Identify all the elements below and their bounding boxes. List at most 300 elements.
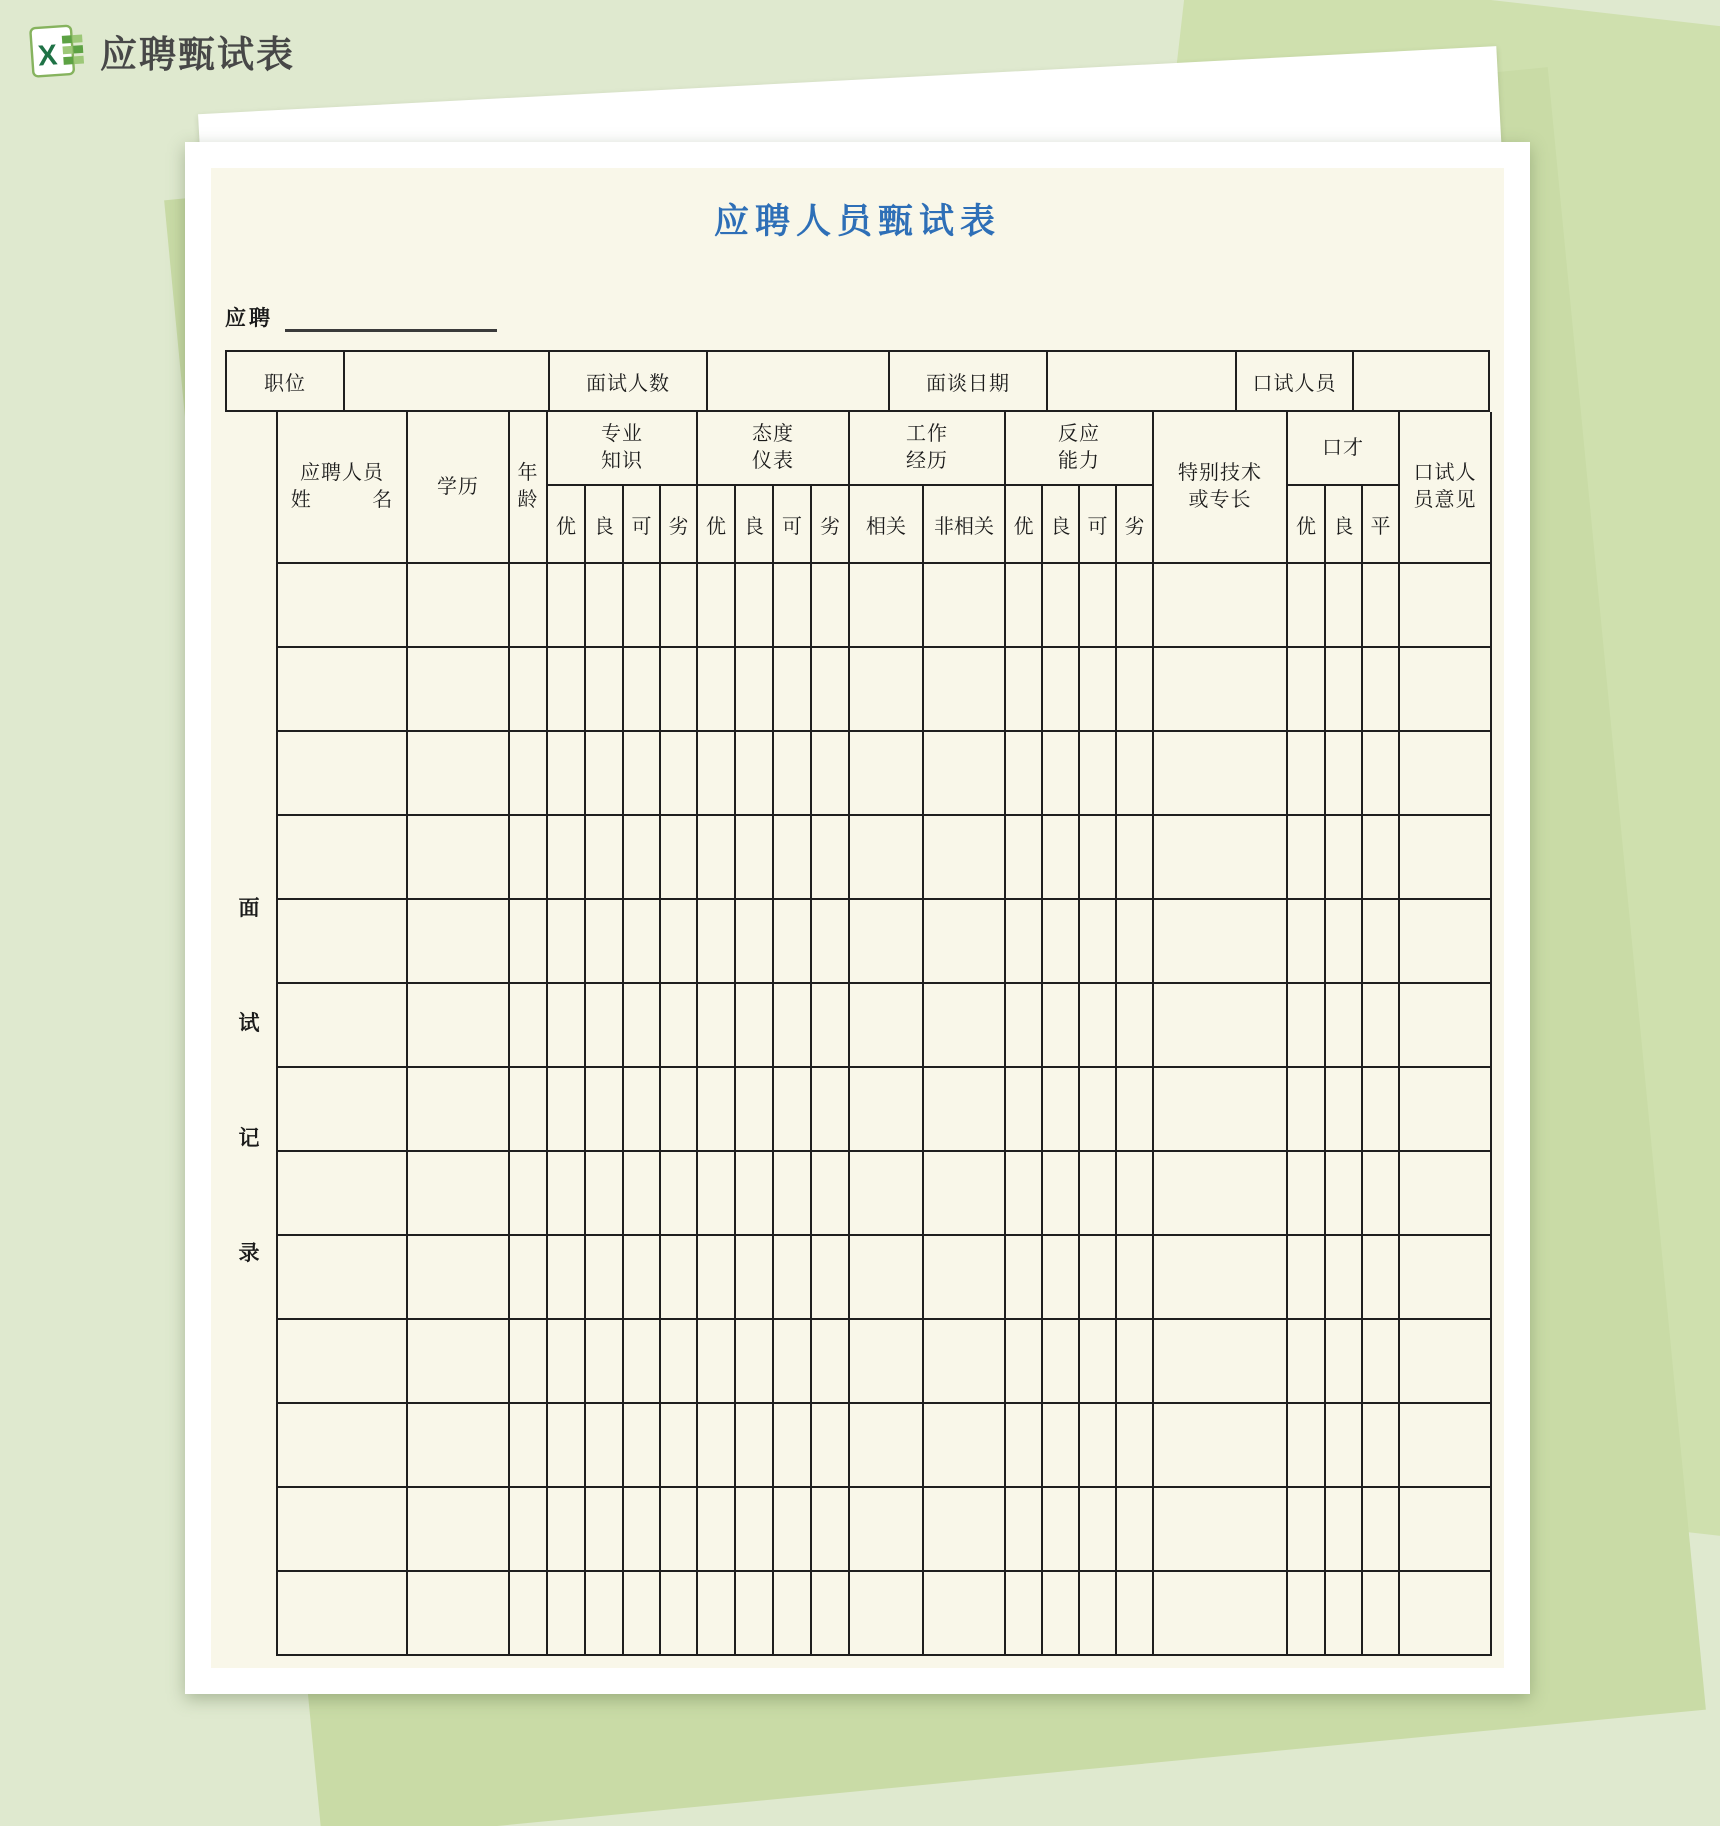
table-cell xyxy=(736,1488,774,1572)
table-cell xyxy=(924,1236,1006,1320)
table-cell xyxy=(698,1572,736,1656)
table-cell xyxy=(586,1236,624,1320)
table-cell xyxy=(812,900,850,984)
table-cell xyxy=(278,1068,408,1152)
table-cell xyxy=(278,1320,408,1404)
table-cell xyxy=(1154,1572,1288,1656)
table-cell xyxy=(1117,1488,1154,1572)
table-cell xyxy=(774,1320,812,1404)
table-cell xyxy=(850,1488,924,1572)
table-cell xyxy=(1363,564,1400,648)
table-cell xyxy=(1400,1236,1492,1320)
table-cell xyxy=(278,1488,408,1572)
table-cell xyxy=(1400,816,1492,900)
table-cell xyxy=(586,1488,624,1572)
header-sub-cell: 劣 xyxy=(661,486,698,564)
table-cell xyxy=(774,1488,812,1572)
table-cell xyxy=(850,1572,924,1656)
table-cell xyxy=(1326,648,1363,732)
header-sub-cell: 优 xyxy=(548,486,586,564)
table-cell xyxy=(1326,564,1363,648)
table-cell xyxy=(510,1320,548,1404)
table-cell xyxy=(924,984,1006,1068)
table-cell xyxy=(661,732,698,816)
table-cell xyxy=(812,648,850,732)
table-cell xyxy=(278,1152,408,1236)
table-cell xyxy=(1400,648,1492,732)
svg-text:X: X xyxy=(36,39,59,73)
table-cell xyxy=(1288,648,1326,732)
table-cell xyxy=(1326,1488,1363,1572)
header-sub-cell: 平 xyxy=(1363,486,1400,564)
table-cell xyxy=(698,1236,736,1320)
table-cell xyxy=(661,1152,698,1236)
table-cell xyxy=(1080,816,1117,900)
table-cell xyxy=(1080,1236,1117,1320)
table-cell xyxy=(548,1320,586,1404)
table-cell xyxy=(1363,1068,1400,1152)
table-cell xyxy=(548,1488,586,1572)
table-cell xyxy=(1363,732,1400,816)
table-cell xyxy=(278,900,408,984)
table-cell xyxy=(278,732,408,816)
table-cell xyxy=(1326,984,1363,1068)
table-cell xyxy=(1363,1404,1400,1488)
table-cell xyxy=(698,732,736,816)
table-cell xyxy=(924,564,1006,648)
form-paper xyxy=(211,168,1504,1668)
table-cell xyxy=(924,648,1006,732)
table-cell xyxy=(408,1068,510,1152)
info-value-cell xyxy=(1048,352,1237,410)
table-cell xyxy=(850,1320,924,1404)
table-cell xyxy=(624,1320,661,1404)
table-cell xyxy=(624,1404,661,1488)
table-cell xyxy=(1363,900,1400,984)
table-cell xyxy=(1154,816,1288,900)
info-row xyxy=(225,350,1490,412)
table-cell xyxy=(1400,564,1492,648)
table-cell xyxy=(736,1572,774,1656)
header-examiner-opinion-line2: 员意见 xyxy=(1413,489,1477,511)
table-cell xyxy=(661,1236,698,1320)
table-cell xyxy=(1154,732,1288,816)
table-cell xyxy=(1363,1236,1400,1320)
table-cell xyxy=(1006,1488,1043,1572)
header-eloquence: 口才 xyxy=(1288,412,1400,486)
table-cell xyxy=(698,1488,736,1572)
table-cell xyxy=(1043,816,1080,900)
table-cell xyxy=(812,564,850,648)
table-cell xyxy=(1043,1488,1080,1572)
table-cell xyxy=(1400,1404,1492,1488)
table-cell xyxy=(1363,1488,1400,1572)
table-cell xyxy=(408,564,510,648)
table-cell xyxy=(1006,1572,1043,1656)
header-special-skill-line2: 或专长 xyxy=(1188,489,1252,511)
table-cell xyxy=(850,900,924,984)
table-cell xyxy=(1080,1404,1117,1488)
table-cell xyxy=(1043,1320,1080,1404)
table-cell xyxy=(408,1320,510,1404)
table-cell xyxy=(1080,648,1117,732)
table-cell xyxy=(408,1572,510,1656)
table-cell xyxy=(698,648,736,732)
table-cell xyxy=(548,1152,586,1236)
table-cell xyxy=(1043,1572,1080,1656)
table-cell xyxy=(736,648,774,732)
table-cell xyxy=(1326,816,1363,900)
table-cell xyxy=(1117,1572,1154,1656)
header-age-char2: 龄 xyxy=(517,489,539,511)
header-group-cell: 专业 知识 xyxy=(548,412,698,486)
table-cell xyxy=(1154,1236,1288,1320)
table-cell xyxy=(774,732,812,816)
table-cell xyxy=(586,1152,624,1236)
table-cell xyxy=(1363,648,1400,732)
table-cell xyxy=(736,732,774,816)
header-sub-cell: 可 xyxy=(1080,486,1117,564)
table-cell xyxy=(698,984,736,1068)
table-cell xyxy=(510,984,548,1068)
table-cell xyxy=(1326,1068,1363,1152)
table-cell xyxy=(624,1236,661,1320)
header-education xyxy=(408,412,510,564)
table-cell xyxy=(1043,900,1080,984)
header-education-label: 学历 xyxy=(437,475,479,498)
header-age xyxy=(510,412,548,564)
table-cell xyxy=(1043,1152,1080,1236)
table-cell xyxy=(548,816,586,900)
table-cell xyxy=(1117,732,1154,816)
table-cell xyxy=(1080,1320,1117,1404)
table-cell xyxy=(510,816,548,900)
header-sub-cell: 良 xyxy=(1043,486,1080,564)
header-xing: 姓 xyxy=(290,489,312,511)
table-cell xyxy=(1363,984,1400,1068)
table-cell xyxy=(1117,816,1154,900)
vertical-label-char: 录 xyxy=(238,1242,260,1265)
table-cell xyxy=(661,1572,698,1656)
table-cell xyxy=(408,732,510,816)
table-cell xyxy=(812,984,850,1068)
table-cell xyxy=(1400,732,1492,816)
table-cell xyxy=(850,564,924,648)
table-cell xyxy=(1154,1488,1288,1572)
table-cell xyxy=(1363,1320,1400,1404)
apply-line xyxy=(225,302,497,332)
table-cell xyxy=(1288,1320,1326,1404)
table-cell xyxy=(548,1572,586,1656)
table-cell xyxy=(1288,1152,1326,1236)
table-cell xyxy=(624,1068,661,1152)
table-cell xyxy=(698,1320,736,1404)
table-cell xyxy=(510,732,548,816)
table-cell xyxy=(408,1152,510,1236)
vertical-label-char: 记 xyxy=(238,1127,260,1150)
table-cell xyxy=(661,1488,698,1572)
table-cell xyxy=(924,1152,1006,1236)
table-cell xyxy=(661,1320,698,1404)
info-label-cell: 面谈日期 xyxy=(890,352,1048,410)
table-cell xyxy=(1006,816,1043,900)
table-cell xyxy=(698,1152,736,1236)
table-cell xyxy=(1288,564,1326,648)
table-cell xyxy=(1043,648,1080,732)
excel-file-icon xyxy=(28,22,86,80)
table-cell xyxy=(278,816,408,900)
table-cell xyxy=(1043,564,1080,648)
table-cell xyxy=(661,984,698,1068)
table-cell xyxy=(924,1488,1006,1572)
table-cell xyxy=(812,1404,850,1488)
main-table xyxy=(276,412,1492,1656)
table-cell xyxy=(586,1572,624,1656)
table-cell xyxy=(1400,1068,1492,1152)
table-cell xyxy=(1043,984,1080,1068)
table-cell xyxy=(1006,648,1043,732)
table-cell xyxy=(736,1068,774,1152)
table-cell xyxy=(1080,1488,1117,1572)
header-sub-cell: 良 xyxy=(736,486,774,564)
table-cell xyxy=(1006,732,1043,816)
table-cell xyxy=(624,564,661,648)
table-cell xyxy=(1400,1152,1492,1236)
table-cell xyxy=(1400,900,1492,984)
table-cell xyxy=(661,564,698,648)
table-cell xyxy=(850,1152,924,1236)
table-cell xyxy=(924,816,1006,900)
table-cell xyxy=(1288,1572,1326,1656)
table-cell xyxy=(1117,1404,1154,1488)
table-cell xyxy=(812,1236,850,1320)
table-cell xyxy=(774,1152,812,1236)
table-cell xyxy=(1006,900,1043,984)
table-cell xyxy=(586,900,624,984)
table-cell xyxy=(736,1236,774,1320)
table-cell xyxy=(1154,564,1288,648)
table-cell xyxy=(850,816,924,900)
table-cell xyxy=(1080,732,1117,816)
table-cell xyxy=(510,1152,548,1236)
header-sub-cell: 优 xyxy=(1006,486,1043,564)
table-cell xyxy=(510,648,548,732)
table-cell xyxy=(850,1068,924,1152)
header-examiner-opinion-line1: 口试人 xyxy=(1413,462,1477,484)
table-cell xyxy=(1326,1152,1363,1236)
table-cell xyxy=(510,1488,548,1572)
table-cell xyxy=(1363,1572,1400,1656)
table-cell xyxy=(548,1236,586,1320)
table-cell xyxy=(1326,732,1363,816)
table-cell xyxy=(586,1404,624,1488)
table-cell xyxy=(661,1404,698,1488)
table-cell xyxy=(1326,1320,1363,1404)
table-cell xyxy=(698,1068,736,1152)
table-cell xyxy=(812,1068,850,1152)
table-cell xyxy=(624,816,661,900)
table-cell xyxy=(1288,984,1326,1068)
header-applicant-name xyxy=(278,412,408,564)
table-cell xyxy=(548,900,586,984)
apply-label: 应聘 xyxy=(225,307,273,330)
info-value-cell xyxy=(1354,352,1488,410)
table-cell xyxy=(1400,1572,1492,1656)
table-cell xyxy=(1080,900,1117,984)
table-cell xyxy=(408,1488,510,1572)
table-cell xyxy=(661,648,698,732)
table-cell xyxy=(924,1320,1006,1404)
info-value-cell xyxy=(708,352,890,410)
header-applicant-name-line1: 应聘人员 xyxy=(300,462,384,484)
table-cell xyxy=(1288,1236,1326,1320)
info-label-cell: 职位 xyxy=(227,352,345,410)
header-sub-cell: 可 xyxy=(774,486,812,564)
table-cell xyxy=(1080,564,1117,648)
header-sub-cell: 优 xyxy=(698,486,736,564)
table-cell xyxy=(1326,1404,1363,1488)
table-cell xyxy=(510,1068,548,1152)
table-cell xyxy=(924,1068,1006,1152)
table-cell xyxy=(1043,732,1080,816)
header-applicant-name-line2 xyxy=(291,487,393,514)
table-cell xyxy=(1400,1488,1492,1572)
header-ming: 名 xyxy=(372,489,394,511)
table-cell xyxy=(661,1068,698,1152)
table-cell xyxy=(774,900,812,984)
table-cell xyxy=(510,900,548,984)
table-cell xyxy=(1400,1320,1492,1404)
table-cell xyxy=(812,816,850,900)
table-cell xyxy=(1154,1404,1288,1488)
table-cell xyxy=(850,1404,924,1488)
table-cell xyxy=(278,984,408,1068)
header-special-skill xyxy=(1154,412,1288,564)
table-cell xyxy=(924,1572,1006,1656)
table-cell xyxy=(1080,1152,1117,1236)
table-cell xyxy=(586,564,624,648)
table-cell xyxy=(1117,1236,1154,1320)
table-cell xyxy=(586,1068,624,1152)
table-cell xyxy=(278,648,408,732)
table-cell xyxy=(736,816,774,900)
table-cell xyxy=(812,1320,850,1404)
table-cell xyxy=(548,564,586,648)
table-cell xyxy=(548,648,586,732)
table-cell xyxy=(812,1488,850,1572)
info-value-cell xyxy=(345,352,550,410)
header-sub-cell: 优 xyxy=(1288,486,1326,564)
table-cell xyxy=(510,564,548,648)
table-cell xyxy=(698,816,736,900)
page-header xyxy=(28,22,295,80)
header-sub-cell: 非相关 xyxy=(924,486,1006,564)
table-cell xyxy=(408,1236,510,1320)
table-cell xyxy=(624,732,661,816)
table-cell xyxy=(1117,900,1154,984)
table-cell xyxy=(408,1404,510,1488)
header-group-cell: 反应 能力 xyxy=(1006,412,1154,486)
table-cell xyxy=(1326,900,1363,984)
table-cell xyxy=(736,1404,774,1488)
table-cell xyxy=(1006,564,1043,648)
table-cell xyxy=(1080,1572,1117,1656)
table-cell xyxy=(278,1236,408,1320)
table-cell xyxy=(774,1068,812,1152)
table-cell xyxy=(1117,564,1154,648)
header-special-skill-line1: 特别技术 xyxy=(1178,462,1262,484)
table-cell xyxy=(586,732,624,816)
header-sub-cell: 可 xyxy=(624,486,661,564)
table-cell xyxy=(1006,1236,1043,1320)
table-cell xyxy=(850,732,924,816)
table-cell xyxy=(850,984,924,1068)
table-cell xyxy=(661,816,698,900)
table-cell xyxy=(408,984,510,1068)
table-cell xyxy=(278,1404,408,1488)
table-cell xyxy=(586,984,624,1068)
table-cell xyxy=(661,900,698,984)
table-cell xyxy=(1363,816,1400,900)
table-cell xyxy=(408,648,510,732)
table-cell xyxy=(736,1320,774,1404)
interview-record-spine xyxy=(225,412,273,1656)
table-cell xyxy=(1288,732,1326,816)
apply-underline xyxy=(285,308,497,332)
vertical-label-char: 面 xyxy=(238,897,260,920)
table-cell xyxy=(1043,1236,1080,1320)
table-cell xyxy=(850,1236,924,1320)
table-cell xyxy=(736,564,774,648)
table-cell xyxy=(586,816,624,900)
table-cell xyxy=(1288,1068,1326,1152)
table-cell xyxy=(812,1152,850,1236)
table-cell xyxy=(1154,1320,1288,1404)
table-cell xyxy=(1043,1068,1080,1152)
table-cell xyxy=(1080,984,1117,1068)
vertical-label-char: 试 xyxy=(238,1012,260,1035)
table-cell xyxy=(698,1404,736,1488)
table-cell xyxy=(624,984,661,1068)
table-cell xyxy=(624,1152,661,1236)
table-cell xyxy=(1288,900,1326,984)
table-cell xyxy=(1006,1152,1043,1236)
info-label-cell: 口试人员 xyxy=(1237,352,1354,410)
table-cell xyxy=(1080,1068,1117,1152)
table-cell xyxy=(774,816,812,900)
header-group-cell: 态度 仪表 xyxy=(698,412,850,486)
table-cell xyxy=(1006,984,1043,1068)
header-group-cell: 工作 经历 xyxy=(850,412,1006,486)
table-cell xyxy=(812,732,850,816)
table-cell xyxy=(698,564,736,648)
table-cell xyxy=(1154,900,1288,984)
table-cell xyxy=(1288,1488,1326,1572)
header-sub-cell: 相关 xyxy=(850,486,924,564)
table-cell xyxy=(624,648,661,732)
table-cell xyxy=(408,900,510,984)
table-cell xyxy=(774,564,812,648)
table-cell xyxy=(736,984,774,1068)
table-cell xyxy=(850,648,924,732)
table-cell xyxy=(548,1404,586,1488)
table-cell xyxy=(774,1236,812,1320)
table-cell xyxy=(510,1404,548,1488)
table-cell xyxy=(1154,648,1288,732)
table-cell xyxy=(1326,1572,1363,1656)
table-cell xyxy=(1006,1068,1043,1152)
table-cell xyxy=(812,1572,850,1656)
